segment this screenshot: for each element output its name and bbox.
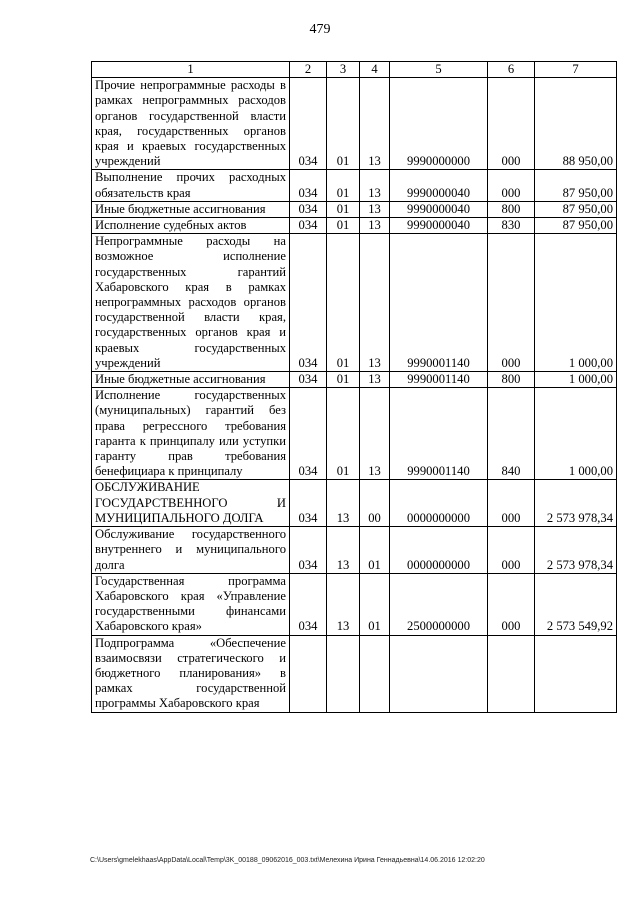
row-sum: 87 950,00 [535,201,617,217]
row-sum: 87 950,00 [535,218,617,234]
table-row [92,573,617,635]
table-row [92,170,617,201]
row-name: Иные бюджетные ассигнования [92,201,290,217]
table-row [92,234,617,372]
row-pr: 13 [360,388,390,480]
row-vr: 000 [488,573,535,635]
row-sum: 1 000,00 [535,388,617,480]
table-row [92,480,617,527]
row-ved: 034 [290,388,327,480]
row-name: Обслуживание государственного внутреннего и муниципального долга [92,527,290,574]
row-vr [488,635,535,712]
row-csr: 9990001140 [390,234,488,372]
table-row [92,527,617,574]
row-csr: 2500000000 [390,573,488,635]
row-rz: 01 [327,234,360,372]
row-ved: 034 [290,527,327,574]
row-rz: 01 [327,372,360,388]
header-cell: 5 [390,62,488,78]
row-vr: 000 [488,234,535,372]
row-ved: 034 [290,234,327,372]
budget-table [91,61,617,713]
row-rz: 01 [327,218,360,234]
row-vr: 840 [488,388,535,480]
row-pr: 13 [360,201,390,217]
row-ved: 034 [290,78,327,170]
row-csr: 9990001140 [390,388,488,480]
row-pr: 00 [360,480,390,527]
header-cell: 3 [327,62,360,78]
row-pr: 13 [360,372,390,388]
row-name: Подпрограмма «Обеспечение взаимосвязи стратегического и бюджетного планирования» в рамках государственной программы Хабаровского края [92,635,290,712]
row-rz: 01 [327,201,360,217]
file-path-footer: C:\Users\gmelekhaas\AppData\Local\Temp\3K_00188_09062016_003.txt\Мелехина Ирина Геннадьевна\14.06.2016 12:02:20 [90,857,485,864]
row-csr: 0000000000 [390,527,488,574]
row-name: Государственная программа Хабаровского края «Управление государственными финансами Хабаровского края» [92,573,290,635]
row-sum: 1 000,00 [535,372,617,388]
row-csr: 9990000040 [390,218,488,234]
row-csr [390,635,488,712]
row-vr: 000 [488,480,535,527]
row-sum: 87 950,00 [535,170,617,201]
row-sum: 2 573 978,34 [535,527,617,574]
row-vr: 830 [488,218,535,234]
row-csr: 9990000040 [390,170,488,201]
table-row [92,78,617,170]
row-pr: 13 [360,170,390,201]
row-pr: 13 [360,78,390,170]
row-ved: 034 [290,573,327,635]
row-sum: 2 573 978,34 [535,480,617,527]
row-pr: 13 [360,234,390,372]
row-vr: 800 [488,372,535,388]
row-ved [290,635,327,712]
row-rz: 01 [327,388,360,480]
table-row [92,218,617,234]
row-csr: 9990001140 [390,372,488,388]
row-pr [360,635,390,712]
page-number: 479 [309,22,331,37]
row-rz: 13 [327,573,360,635]
row-name: Иные бюджетные ассигнования [92,372,290,388]
row-vr: 000 [488,170,535,201]
row-sum: 1 000,00 [535,234,617,372]
row-pr: 01 [360,527,390,574]
table-row [92,388,617,480]
row-ved: 034 [290,201,327,217]
row-name: Исполнение судебных актов [92,218,290,234]
row-csr: 0000000000 [390,480,488,527]
row-ved: 034 [290,218,327,234]
row-ved: 034 [290,480,327,527]
table-row [92,372,617,388]
table-row [92,635,617,712]
header-cell: 4 [360,62,390,78]
row-sum: 88 950,00 [535,78,617,170]
row-vr: 000 [488,78,535,170]
row-pr: 01 [360,573,390,635]
row-rz: 13 [327,527,360,574]
row-name: Прочие непрограммные расходы в рамках непрограммных расходов органов государственной власти края, государственных органов края и краевых государственных учреждений [92,78,290,170]
table-row [92,201,617,217]
header-cell: 6 [488,62,535,78]
row-pr: 13 [360,218,390,234]
row-csr: 9990000040 [390,201,488,217]
row-rz [327,635,360,712]
header-cell: 2 [290,62,327,78]
row-name: ОБСЛУЖИВАНИЕ ГОСУДАРСТВЕННОГО И МУНИЦИПАЛЬНОГО ДОЛГА [92,480,290,527]
row-sum: 2 573 549,92 [535,573,617,635]
row-ved: 034 [290,170,327,201]
header-cell: 1 [92,62,290,78]
header-row [92,62,617,78]
row-name: Непрограммные расходы на возможное исполнение государственных гарантий Хабаровского края в рамках непрограммных расходов органов государственной власти края, государственных органов края и краевых государственных учреждений [92,234,290,372]
row-vr: 000 [488,527,535,574]
row-rz: 13 [327,480,360,527]
header-cell: 7 [535,62,617,78]
row-rz: 01 [327,78,360,170]
row-name: Выполнение прочих расходных обязательств края [92,170,290,201]
row-ved: 034 [290,372,327,388]
row-vr: 800 [488,201,535,217]
row-sum [535,635,617,712]
row-name: Исполнение государственных (муниципальных) гарантий без права регрессного требования гаранта к принципалу или уступки гаранту прав требования бенефициара к принципалу [92,388,290,480]
row-csr: 9990000000 [390,78,488,170]
row-rz: 01 [327,170,360,201]
